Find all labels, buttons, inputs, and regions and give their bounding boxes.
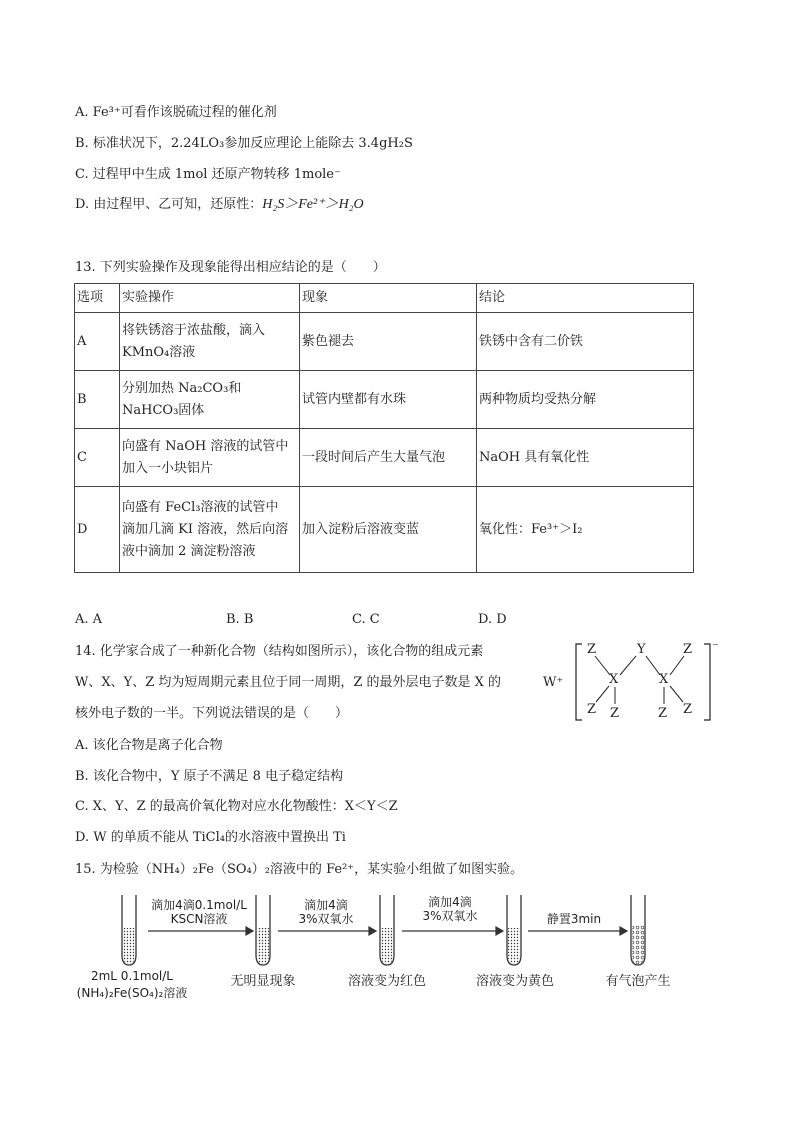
tube1-label-line: (NH₄)₂Fe(SO₄)₂溶液	[76, 986, 188, 1000]
q12-option-d-formula: H₂S＞Fe²⁺＞H₂O	[262, 197, 364, 212]
q14-stem-line3: 核外电子数的一半。下列说法错误的是（ ）	[75, 706, 349, 721]
atom-z: Z	[587, 642, 597, 657]
operation-line: 滴加几滴 KI 溶液，然后向溶	[122, 521, 289, 537]
cation-w: W⁺	[543, 675, 564, 690]
choice-d: D. D	[478, 612, 507, 627]
arrow4-label: 静置3min	[546, 912, 602, 926]
row-phenomenon: 紫色褪去	[300, 313, 477, 371]
arrow3-label	[404, 895, 496, 923]
q12-option-a: A. Fe³⁺可看作该脱硫过程的催化剂	[75, 105, 277, 120]
test-tube-icon	[631, 895, 645, 965]
q12-option-c: C. 过程甲中生成 1mol 还原产物转移 1mole⁻	[75, 167, 341, 182]
atom-x: X	[609, 672, 619, 687]
row-phenomenon: 一段时间后产生大量气泡	[300, 429, 477, 487]
operation-line: NaHCO₃固体	[122, 402, 205, 418]
row-phenomenon: 试管内壁都有水珠	[300, 371, 477, 429]
row-conclusion: 铁锈中含有二价铁	[477, 313, 694, 371]
tube3-label: 溶液变为红色	[347, 974, 426, 989]
q14-stem-line1: 14. 化学家合成了一种新化合物（结构如图所示），该化合物的组成元素	[75, 644, 484, 659]
test-tube-icon	[122, 895, 136, 965]
arrow1-label-line: 滴加4滴0.1mol/L	[151, 898, 247, 912]
operation-line: 将铁锈溶于浓盐酸，滴入	[122, 322, 266, 338]
arrow3-label-line: 滴加4滴	[428, 895, 472, 909]
header-operation: 实验操作	[120, 284, 300, 313]
test-tube-icon	[380, 895, 394, 965]
row-phenomenon: 加入淀粉后溶液变蓝	[300, 487, 477, 573]
atom-z: Z	[683, 642, 693, 657]
q14-option-b: B. 该化合物中，Y 原子不满足 8 电子稳定结构	[75, 769, 344, 784]
arrow1-label-line: KSCN溶液	[170, 912, 228, 926]
row-conclusion: 氧化性：Fe³⁺＞I₂	[477, 487, 694, 573]
q15-stem: 15. 为检验（NH₄）₂Fe（SO₄）₂溶液中的 Fe²⁺，某实验小组做了如图实验。	[75, 862, 524, 877]
q12-option-b: B. 标准状况下，2.24LO₃参加反应理论上能除去 3.4gH₂S	[75, 136, 413, 151]
atom-z: Z	[683, 702, 693, 717]
operation-line: KMnO₄溶液	[122, 344, 196, 360]
q14-option-c: C. X、Y、Z 的最高价氧化物对应水化物酸性：X＜Y＜Z	[75, 799, 398, 814]
row-option: D	[75, 487, 120, 573]
operation-line: 向盛有 NaOH 溶液的试管中	[122, 438, 289, 454]
arrow3-label-line: 3%双氧水	[422, 909, 478, 923]
operation-line: 向盛有 FeCl₃溶液的试管中	[122, 499, 279, 515]
test-tube-icon	[256, 895, 270, 965]
operation-line: 加入一小块铝片	[122, 460, 214, 476]
q14-option-d: D. W 的单质不能从 TiCl₄的水溶液中置换出 Ti	[75, 830, 346, 845]
header-phenomenon: 现象	[300, 284, 477, 313]
q13-stem: 13. 下列实验操作及现象能得出相应结论的是（ ）	[75, 260, 386, 275]
operation-line: 分别加热 Na₂CO₃和	[122, 380, 242, 396]
q14-stem-line2: W、X、Y、Z 均为短周期元素且位于同一周期，Z 的最外层电子数是 X 的	[75, 675, 502, 690]
arrow2-label	[280, 898, 372, 926]
tube2-label: 无明显现象	[230, 974, 296, 989]
tube1-label	[72, 968, 192, 1002]
q14-option-a: A. 该化合物是离子化合物	[75, 738, 223, 753]
arrow1-label	[145, 898, 253, 926]
header-conclusion: 结论	[477, 284, 694, 313]
row-option: B	[75, 371, 120, 429]
row-conclusion: NaOH 具有氧化性	[477, 429, 694, 487]
tube5-label: 有气泡产生	[605, 974, 671, 989]
atom-z: Z	[658, 706, 668, 721]
test-tube-icon	[507, 895, 521, 965]
row-option: A	[75, 313, 120, 371]
header-option: 选项	[75, 284, 120, 313]
arrow2-label-line: 滴加4滴	[304, 898, 348, 912]
arrow2-label-line: 3%双氧水	[298, 912, 354, 926]
atom-z: Z	[587, 702, 597, 717]
atom-x: X	[659, 672, 669, 687]
row-option: C	[75, 429, 120, 487]
choice-a: A. A	[75, 612, 103, 627]
row-conclusion: 两种物质均受热分解	[477, 371, 694, 429]
atom-y: Y	[637, 642, 646, 657]
tube1-label-line: 2mL 0.1mol/L	[90, 969, 173, 983]
q12-option-d-text: D. 由过程甲、乙可知，还原性：	[75, 197, 263, 212]
tube4-label: 溶液变为黄色	[475, 974, 554, 989]
choice-b: B. B	[226, 612, 254, 627]
atom-z: Z	[610, 706, 620, 721]
anion-charge: ⁻	[712, 640, 719, 655]
choice-c: C. C	[352, 612, 380, 627]
operation-line: 液中滴加 2 滴淀粉溶液	[122, 543, 256, 559]
